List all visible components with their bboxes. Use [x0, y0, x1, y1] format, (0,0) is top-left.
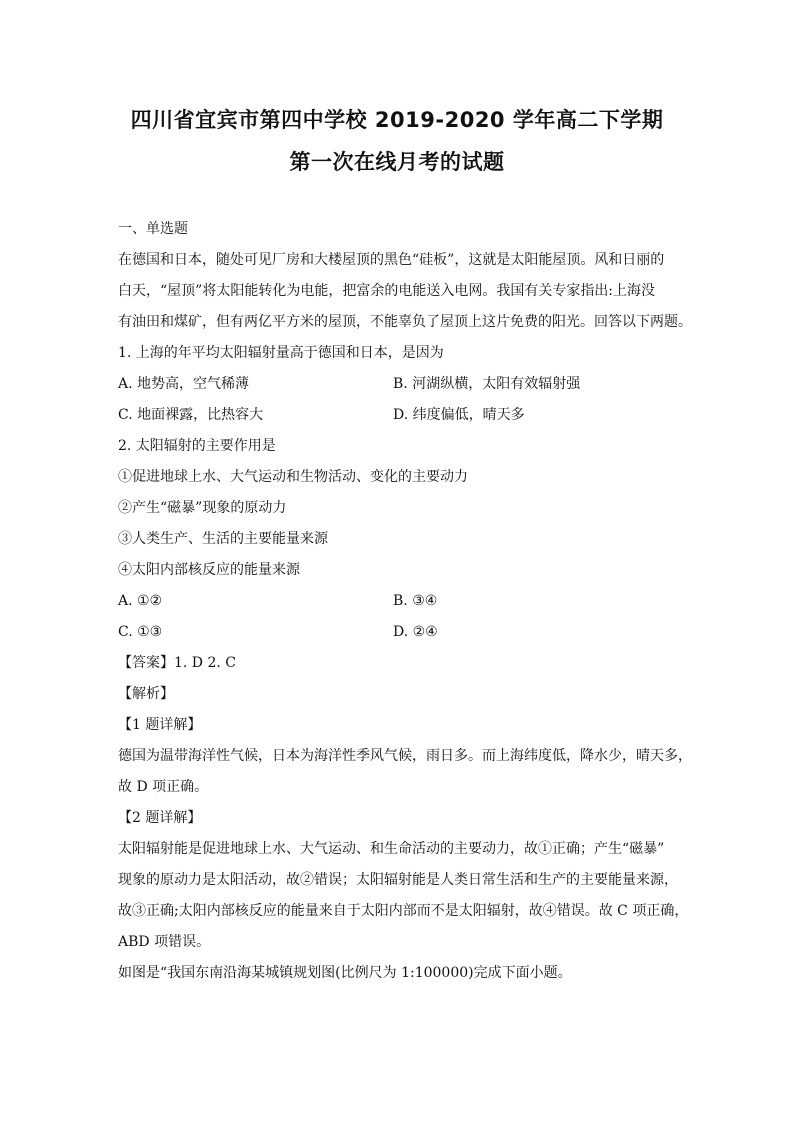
question-2-stem: 2. 太阳辐射的主要作用是: [118, 438, 276, 454]
detail-line: 德国为温带海洋性气候，日本为海洋性季风气候，雨日多。而上海纬度低，降水少，晴天多，: [118, 748, 692, 764]
option-a: A. 地势高，空气稀薄: [118, 376, 250, 392]
option-a: A. ①②: [118, 593, 163, 609]
statement-item: ④太阳内部核反应的能量来源: [118, 562, 300, 578]
option-d: D. ②④: [393, 624, 438, 640]
question-1-options-row: [118, 400, 678, 431]
option-c: C. ①③: [118, 624, 163, 640]
detail-line: 故③正确;太阳内部核反应的能量来自于太阳内部而不是太阳辐射，故④错误。故 C 项正确，: [118, 903, 689, 919]
option-b: B. ③④: [393, 593, 438, 609]
detail-1-label: 【1 题详解】: [118, 717, 202, 733]
passage-line: 有油田和煤矿，但有两亿平方米的屋顶，不能辜负了屋顶上这片免费的阳光。回答以下两题。: [118, 314, 692, 330]
option-b: B. 河湖纵横，太阳有效辐射强: [393, 376, 581, 392]
title-line-1: 四川省宜宾市第四中学校 2019-2020 学年高二下学期: [130, 108, 664, 132]
detail-line: ABD 项错误。: [118, 934, 211, 950]
option-d: D. 纬度偏低，晴天多: [393, 407, 525, 423]
title-line-2: 第一次在线月考的试题: [289, 150, 505, 174]
passage-line: 在德国和日本，随处可见厂房和大楼屋顶的黑色“硅板”，这就是太阳能屋顶。风和日丽的: [118, 252, 665, 268]
answer-line: 【答案】1. D 2. C: [118, 655, 237, 671]
passage-line: 白天，“屋顶”将太阳能转化为电能，把富余的电能送入电网。我国有关专家指出:上海没: [118, 283, 656, 299]
section-heading: 一、单选题: [118, 221, 188, 237]
detail-line: 现象的原动力是太阳活动，故②错误；太阳辐射能是人类日常生活和生产的主要能量来源，: [118, 872, 678, 888]
detail-line: 故 D 项正确。: [118, 779, 209, 795]
detail-line: 太阳辐射能是促进地球上水、大气运动、和生命活动的主要动力，故①正确；产生“磁暴”: [118, 841, 665, 857]
detail-2-label: 【2 题详解】: [118, 810, 202, 826]
question-2-options-row: [118, 617, 678, 648]
question-1-options-row: [118, 369, 678, 400]
closing-line: 如图是“我国东南沿海某城镇规划图(比例尺为 1:100000)完成下面小题。: [118, 965, 572, 981]
option-c: C. 地面裸露，比热容大: [118, 407, 264, 423]
analysis-label: 【解析】: [118, 686, 174, 702]
document-body: [118, 214, 692, 989]
statement-item: ③人类生产、生活的主要能量来源: [118, 531, 328, 547]
statement-item: ①促进地球上水、大气运动和生物活动、变化的主要动力: [118, 469, 468, 485]
statement-item: ②产生“磁暴”现象的原动力: [118, 500, 287, 516]
question-2-options-row: [118, 586, 678, 617]
question-1-stem: 1. 上海的年平均太阳辐射量高于德国和日本，是因为: [118, 345, 444, 361]
